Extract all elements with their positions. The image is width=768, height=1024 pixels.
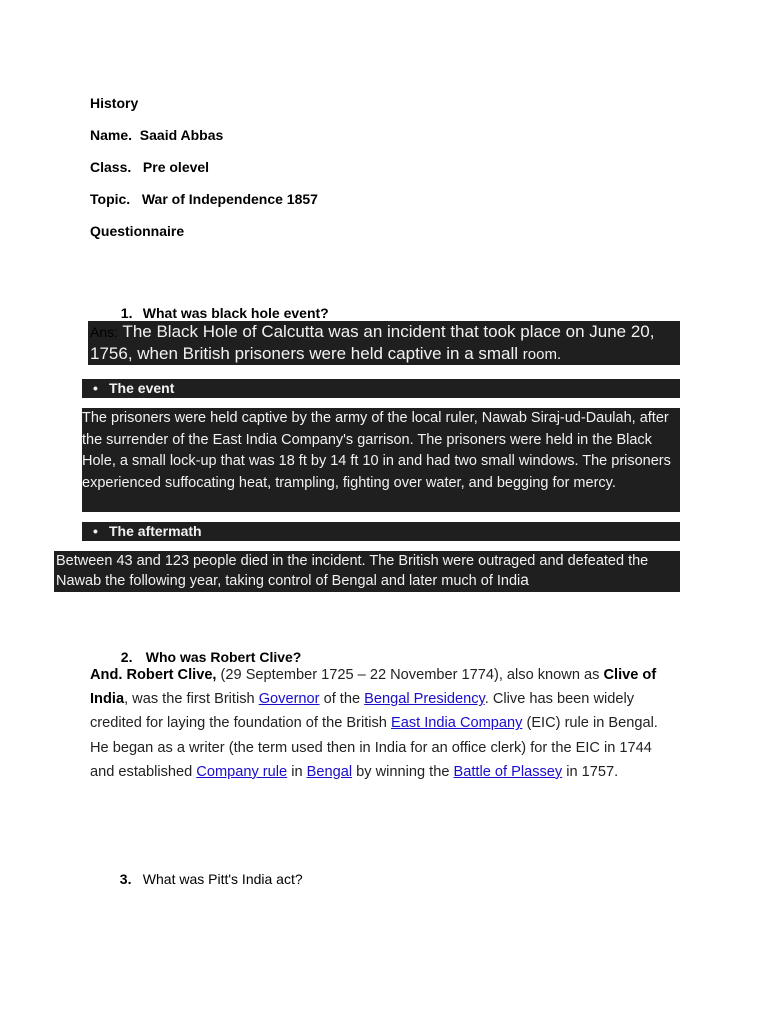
aftermath-tail: a [520,572,529,589]
answer-2-paragraph [90,663,670,784]
clive-of-india: Clive of India [90,667,657,708]
answer-1-text: The Black Hole of Calcutta was an incident that took place on June 20, 1756, when British prisoners were held captive in a small [90,322,655,363]
bullet-dot: • [93,523,98,539]
bullet-aftermath [82,522,680,541]
answer-lead: And. Robert Clive, [90,667,217,683]
text-run: . Clive has been widely credited for laying the foundation of the British [90,691,635,732]
event-paragraph: The prisoners were held captive by the army of the local ruler, Nawab Siraj-ud-Daulah, after the surrender of the East India Company's garrison. The prisoners were held in the Black Hole, a small lock-up that was 18 ft by 14 ft 10 in and had two small windows. The prisoners experienced suffocating heat, trampling, fighting over water, and begging for mercy. [82,408,680,512]
question-number: 2. [120,649,133,665]
aftermath-text: Between 43 and 123 people died in the incident. The British were outraged and defeated the Nawab the following year, taking control of Bengal and later much of Indi [56,553,649,589]
question-3 [112,855,303,887]
link-battle-of-plassey[interactable]: Battle of Plassey [453,763,563,780]
link-company-rule[interactable]: Company rule [196,763,288,780]
question-text: What was Pitt's India act? [142,871,303,887]
answer-1-highlight [88,321,680,365]
text-run: by winning the [352,763,454,780]
student-name: Name. Saaid Abbas [90,127,224,143]
text-run: in 1757. [562,763,619,780]
bullet-event [82,379,680,398]
answer-tag: Ans: [90,324,119,340]
aftermath-heading: The aftermath [109,523,202,539]
question-number: 1. [120,305,133,321]
text-run: (29 September 1725 – 22 November 1774), also known as [216,667,604,683]
link-bengal-presidency[interactable]: Bengal Presidency [364,691,485,708]
question-1 [113,289,329,321]
link-bengal[interactable]: Bengal [306,763,353,780]
answer-1-tail: room. [522,346,562,363]
bullet-dot: • [93,380,98,396]
question-2 [113,633,301,665]
text-run: (EIC) rule in Bengal. He began as a writer (the term used then in India for an office clerk) for the EIC in 1744 and established [90,715,658,780]
text-run: , was the first British [124,691,259,708]
questionnaire-heading: Questionnaire [90,223,185,239]
text-run: in [287,763,307,780]
aftermath-paragraph [54,551,680,592]
event-heading: The event [109,380,175,396]
link-governor[interactable]: Governor [258,691,320,708]
link-east-india-company[interactable]: East India Company [390,715,523,732]
question-text: Who was Robert Clive? [145,649,302,665]
subject-heading: History [90,95,139,111]
topic-line: Topic. War of Independence 1857 [90,191,318,207]
text-run: of the [319,691,365,708]
student-class: Class. Pre olevel [90,159,210,175]
question-text: What was black hole event? [142,305,329,321]
question-number: 3. [119,871,132,887]
